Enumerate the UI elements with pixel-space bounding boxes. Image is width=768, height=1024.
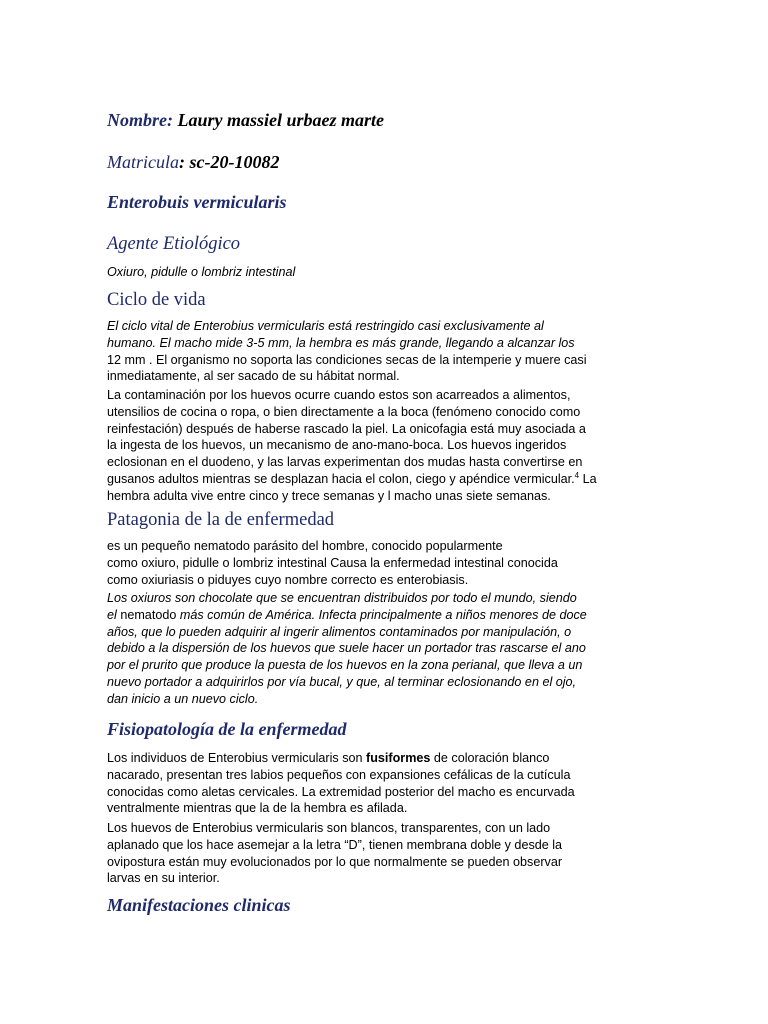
text-line: es un pequeño nematodo parásito del hombre, conocido popularmente [107, 539, 503, 553]
species-heading: Enterobuis vermicularis [107, 192, 287, 212]
text-segment: nematodo [120, 607, 177, 622]
ciclo-paragraph-2 [107, 387, 667, 505]
text-line: debido a la dispersión de los huevos que suele hacer un portador tras rascarse el ano [107, 641, 586, 656]
text-line: la ingesta de los huevos, un mecanismo de ano-mano-boca. Los huevos ingeridos [107, 438, 567, 453]
text-line: Los huevos de Enterobius vermicularis son blancos, transparentes, con un lado [107, 821, 551, 835]
text-line: aplanado que los hace asemejar a la letra “D”, tienen membrana doble y desde la [107, 837, 563, 852]
footnote-ref: 4 [574, 470, 580, 480]
patagonia-paragraph-2 [107, 590, 667, 708]
ciclo-heading: Ciclo de vida [107, 290, 206, 310]
nombre-line [107, 110, 384, 130]
text-segment: Los individuos de Enterobius vermicularis son [107, 751, 367, 765]
matricula-label: Matricula [107, 152, 179, 172]
text-segment: La [579, 471, 597, 486]
text-segment: gusanos adultos mientras se desplazan hacia el colon, ciego y apéndice vermicular. [107, 471, 575, 486]
text-line: eclosionan en el duodeno, y las larvas experimentan dos mudas hasta convertirse en [107, 455, 583, 470]
text-line: conocidas como aletas cervicales. La extremidad posterior del macho es encurvada [107, 784, 575, 799]
nombre-label: Nombre: [107, 110, 173, 130]
text-segment: de coloración blanco [430, 751, 550, 765]
text-line: Los oxiuros son chocolate que se encuentran distribuidos por todo el mundo, siendo [107, 591, 577, 605]
text-line: dan inicio a un nuevo ciclo. [107, 691, 259, 706]
fisiopatologia-paragraph-2 [107, 820, 667, 887]
text-segment-bold: fusiformes [366, 751, 431, 765]
text-line: como oxiuriasis o piduyes cuyo nombre correcto es enterobiasis. [107, 572, 469, 587]
fisiopatologia-paragraph-1 [107, 750, 667, 817]
agente-heading: Agente Etiológico [107, 234, 241, 254]
text-line [107, 607, 667, 624]
text-segment: el [107, 607, 121, 622]
text-line: utensilios de cocina o ropa, o bien directamente a la boca (fenómeno conocido como [107, 404, 581, 419]
text-line: 12 mm . El organismo no soporta las condiciones secas de la intemperie y muere casi [107, 352, 587, 367]
text-line [107, 750, 667, 767]
text-line: reinfestación) después de haberse rascado la piel. La onicofagia está muy asociada a [107, 421, 586, 436]
text-line: nuevo portador a adquirirlos por vía bucal, y que, al terminar eclosionando en el ojo, [107, 674, 577, 689]
fisiopatologia-heading: Fisiopatología de la enfermedad [107, 719, 347, 739]
text-line: inmediatamente, al ser sacado de su hábitat normal. [107, 369, 400, 384]
text-line: El ciclo vital de Enterobius vermicularis está restringido casi exclusivamente al [107, 319, 544, 333]
matricula-line [107, 152, 279, 172]
text-line: como oxiuro, pidulle o lombriz intestinal Causa la enfermedad intestinal conocida [107, 555, 558, 570]
text-line [107, 471, 667, 488]
text-line: por el prurito que produce la puesta de los huevos en la zona perianal, que lleva a un [107, 658, 583, 673]
ciclo-paragraph-1 [107, 318, 667, 385]
manifestaciones-heading: Manifestaciones clinicas [107, 895, 291, 915]
text-line: años, que lo pueden adquirir al ingerir alimentos contaminados por manipulación, o [107, 624, 572, 639]
text-segment: más común de América. Infecta principalmente a niños menores de doce [176, 607, 587, 622]
agente-text: Oxiuro, pidulle o lombriz intestinal [107, 265, 296, 279]
matricula-value: sc-20-10082 [189, 152, 280, 172]
text-line: ovipostura están muy evolucionados por lo que normalmente se pueden observar [107, 854, 563, 869]
patagonia-heading: Patagonia de la de enfermedad [107, 510, 335, 530]
nombre-value: Laury massiel urbaez marte [177, 110, 385, 130]
text-line: ventralmente mientras que la de la hembra es afilada. [107, 801, 408, 816]
text-line: larvas en su interior. [107, 871, 220, 886]
text-line: hembra adulta vive entre cinco y trece semanas y l macho unas siete semanas. [107, 488, 551, 503]
text-line: La contaminación por los huevos ocurre cuando estos son acarreados a alimentos, [107, 388, 571, 402]
text-line: nacarado, presentan tres labios pequeños con expansiones cefálicas de la cutícula [107, 767, 571, 782]
patagonia-paragraph-1 [107, 538, 667, 588]
matricula-colon: : [179, 152, 185, 172]
text-line: humano. El macho mide 3-5 mm, la hembra es más grande, llegando a alcanzar los [107, 335, 575, 350]
